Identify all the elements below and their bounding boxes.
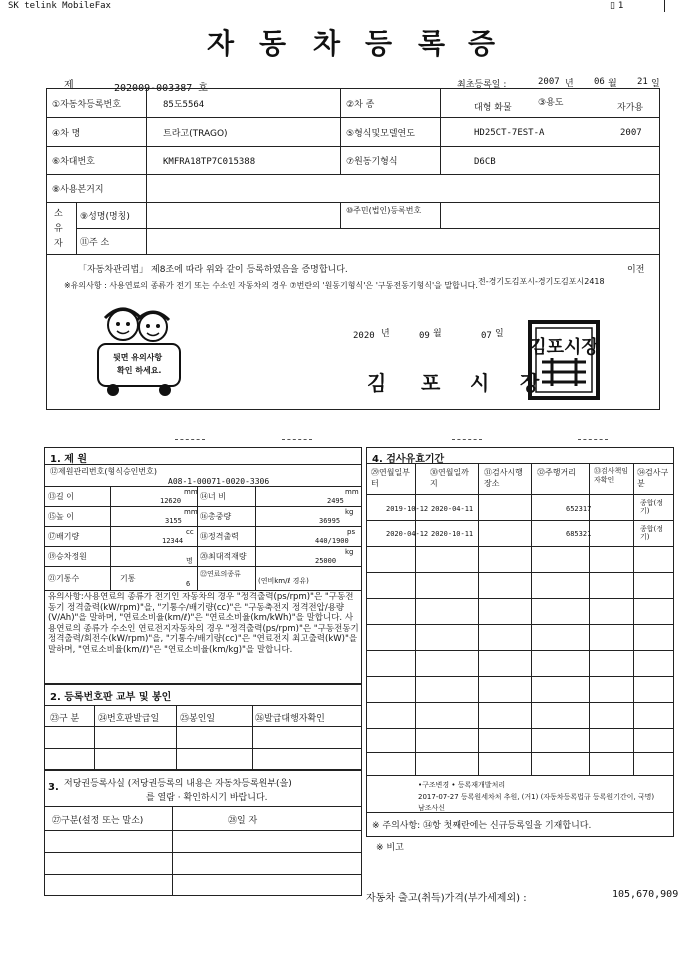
insp-col-mileage: ㉜주행거리	[537, 468, 576, 477]
row-line	[44, 852, 362, 853]
doc-no-label: 제	[64, 80, 74, 91]
displacement-unit: cc	[186, 528, 194, 536]
row-line	[44, 486, 362, 487]
first-reg-month: 06	[594, 77, 605, 87]
col-line	[110, 486, 111, 590]
col-line	[255, 486, 256, 590]
insp-mileage: 685321	[566, 530, 592, 538]
year-unit: 년	[565, 79, 574, 89]
row-line	[366, 676, 674, 677]
authority-char: 포	[421, 371, 441, 395]
gross-weight-value: 36995	[319, 517, 341, 525]
vin-label: ⑥차대번호	[52, 157, 95, 167]
row-line	[366, 812, 674, 813]
use-value: 자가용	[617, 103, 644, 113]
use-label: ③용도	[538, 98, 564, 108]
mascot-caption-2: 확인 하세요.	[117, 366, 162, 375]
seal-icon	[528, 320, 600, 400]
mortgage-header-num: 3.	[48, 782, 59, 793]
separator	[282, 439, 312, 440]
insp-col-from: ㉙연월일부터	[371, 468, 410, 488]
remarks-label: ※ 비고	[376, 843, 404, 853]
cylinders-unit-label: 기통	[120, 574, 136, 583]
page-number: 1	[617, 1, 624, 11]
col-line	[94, 705, 95, 770]
height-value: 3155	[165, 517, 182, 525]
rated-power-unit: ps	[347, 528, 356, 536]
insp-kind: 종합(정기)	[640, 499, 664, 515]
vehicle-type-label: ②차 종	[346, 100, 375, 110]
insp-to: 2020-04-11	[431, 505, 474, 513]
row-line	[46, 202, 660, 203]
row-line	[366, 752, 674, 753]
page-indicator	[610, 1, 624, 11]
col-line	[76, 202, 77, 254]
model-year-label: ⑤형식및모델연도	[346, 129, 415, 139]
price-label: 자동차 출고(취득)가격(부가세제외) :	[366, 893, 527, 904]
insp-mileage: 652317	[566, 505, 592, 513]
owner-group-label: 소유자	[54, 209, 63, 249]
engine-value: D6CB	[474, 157, 496, 167]
height-unit: mm	[184, 508, 198, 516]
month-unit: 월	[608, 79, 617, 89]
row-line	[76, 228, 660, 229]
engine-label: ⑦원동기형식	[346, 157, 398, 167]
cylinders-value: 6	[186, 580, 191, 588]
first-reg-label: 최초등록일 :	[457, 80, 507, 90]
max-load-label: ⑳최대적재량	[200, 552, 247, 561]
mortgage-col-date: ㉘일 자	[228, 816, 258, 826]
row-line	[44, 830, 362, 831]
gross-weight-label: ⑯총중량	[200, 512, 232, 521]
title-char: 록	[418, 27, 446, 60]
fuel-type-label: ㉒연료의종류	[200, 570, 241, 578]
col-line	[172, 806, 173, 896]
row-line	[366, 650, 674, 651]
col-line	[340, 202, 341, 228]
col-line	[252, 705, 253, 770]
authority-char: 김	[367, 371, 387, 395]
row-line	[44, 726, 362, 727]
header-divider	[664, 0, 665, 12]
row-line	[366, 598, 674, 599]
displacement-value: 12344	[162, 537, 184, 545]
issue-year: 2020	[353, 331, 375, 341]
day-unit: 일	[495, 329, 504, 339]
title-char: 자	[207, 27, 235, 60]
title-char: 차	[313, 27, 341, 60]
rated-power-label: ⑱정격출력	[200, 532, 239, 541]
plate-header: 2. 등록번호판 교부 및 봉인	[50, 692, 172, 703]
first-reg-year: 2007	[538, 77, 560, 87]
owner-id-label: ⑩주민(법인)등록번호	[346, 206, 422, 215]
plate-col-date: ㉔번호판발급일	[98, 714, 160, 724]
row-line	[44, 566, 362, 567]
insp-from: 2019-10-12	[386, 505, 429, 513]
row-line	[366, 702, 674, 703]
reg-no-label: ①자동차등록번호	[52, 100, 121, 110]
authority-char: 장	[520, 371, 540, 395]
insp-to: 2020-10-11	[431, 530, 474, 538]
row-line	[44, 464, 362, 465]
vin-value: KMFRA18TP7C015388	[163, 157, 256, 167]
row-line	[44, 874, 362, 875]
approval-no-value: A08-1-00071-0020-3306	[168, 477, 270, 486]
row-line	[366, 494, 674, 495]
row-line	[366, 775, 674, 776]
length-value: 12620	[160, 497, 182, 505]
base-location-label: ⑧사용본거지	[52, 185, 104, 195]
row-line	[44, 806, 362, 807]
title-char: 등	[365, 27, 393, 60]
history-line-2: 2017-07-27 등록원세차처 추원, (거1) (자동차등록법규 등록원기간이, 국명)	[418, 793, 655, 801]
row-line	[46, 174, 660, 175]
col-line	[146, 88, 147, 254]
mortgage-col-kind: ㉗구분(설정 또는 말소)	[52, 816, 144, 826]
mortgage-header-line2: 를 열람 · 확인하시기 바랍니다.	[146, 793, 268, 803]
mascot-icon	[95, 300, 185, 400]
certification-statement: 「자동차관리법」 제8조에 따라 위와 같이 등록하였음을 증명합니다.	[78, 265, 348, 275]
row-line	[366, 463, 674, 464]
issue-month: 09	[419, 331, 430, 341]
day-unit: 일	[651, 79, 660, 89]
owner-name-label: ⑨성명(명칭)	[80, 212, 130, 222]
col-line	[440, 88, 441, 174]
width-label: ⑭너 비	[200, 492, 226, 501]
mascot-caption-1: 뒷면 유의사항	[113, 353, 163, 362]
model-form-value: HD25CT-7EST-A	[474, 128, 545, 138]
row-line	[366, 572, 674, 573]
displacement-label: ⑰배기량	[48, 532, 80, 541]
mortgage-header-line1: 저당권등록사실 (저당권등록의 내용은 자동차등록원부(을)	[64, 779, 292, 789]
seating-unit: 명	[186, 557, 193, 565]
separator	[578, 439, 608, 440]
insp-from: 2020-04-12	[386, 530, 429, 538]
rated-power-value: 440/1900	[315, 537, 349, 545]
certification-right-text: 이전	[627, 265, 645, 275]
col-line	[340, 88, 341, 174]
plate-col-seal: ㉕봉인일	[180, 714, 216, 724]
history-line-3: 남조사신	[418, 804, 446, 812]
insp-kind: 종합(정기)	[640, 525, 664, 541]
row-line	[44, 748, 362, 749]
height-label: ⑮높 이	[48, 512, 74, 521]
width-value: 2495	[327, 497, 344, 505]
row-line	[46, 146, 660, 147]
length-unit: mm	[184, 488, 198, 496]
plate-col-agent: ㉖발급대행자확인	[255, 714, 325, 724]
insp-col-to: ㉚연월일까지	[430, 468, 469, 488]
note-overlay-text: 전-경기도김포시-경기도김포시2418	[478, 277, 605, 286]
page-icon: ▯	[610, 1, 615, 11]
model-label: ④차 명	[52, 129, 81, 139]
vehicle-type-value: 대형 화물	[474, 103, 512, 113]
row-line	[44, 705, 362, 706]
col-line	[440, 202, 441, 228]
col-line	[176, 705, 177, 770]
width-unit: mm	[345, 488, 359, 496]
gross-weight-unit: kg	[345, 508, 354, 516]
insp-col-kind: ㉞검사구분	[637, 468, 669, 488]
owner-address-label: ⑪주 소	[80, 238, 110, 248]
authority-char: 시	[470, 371, 490, 395]
row-line	[366, 546, 674, 547]
fax-app-title: SK telink MobileFax	[8, 1, 111, 11]
cylinders-label: ㉑기통수	[48, 574, 80, 583]
year-unit: 년	[381, 329, 390, 339]
month-unit: 월	[433, 329, 442, 339]
history-line-1: •구조변경 • 등록재개발처리	[418, 781, 506, 789]
insp-col-manager: ㉝검사책임자확인	[594, 467, 629, 484]
row-line	[46, 117, 660, 118]
fuel-efficiency-value: (연비km/ℓ 경유)	[258, 577, 309, 585]
usage-note: ※유의사항 : 사용연료의 종류가 전기 또는 수소인 자동차의 경우 ⑦번란의 '원동기형식'은 '구동전동기형식'을 말합니다.	[64, 281, 478, 290]
model-value: 트라고(TRAGO)	[163, 129, 228, 139]
first-reg-day: 21	[637, 77, 648, 87]
seating-label: ⑲승차정원	[48, 552, 87, 561]
row-line	[366, 624, 674, 625]
max-load-value: 25000	[315, 557, 337, 565]
insp-col-place: ㉛검사시행장소	[484, 468, 523, 488]
row-line	[44, 546, 362, 547]
max-load-unit: kg	[345, 548, 354, 556]
row-line	[44, 590, 362, 591]
model-year-value: 2007	[620, 128, 642, 138]
length-label: ⑬길 이	[48, 492, 74, 501]
seal-text: 김포시장	[529, 337, 599, 358]
row-line	[44, 506, 362, 507]
row-line	[366, 520, 674, 521]
separator	[175, 439, 205, 440]
separator	[452, 439, 482, 440]
inspection-header: 4. 검사유효기간	[372, 454, 445, 465]
row-line	[366, 728, 674, 729]
reg-no-value: 85도5564	[163, 100, 205, 110]
col-line	[197, 486, 198, 590]
approval-no-label: ⑫제원관리번호(형식승인번호)	[50, 467, 157, 476]
issue-day: 07	[481, 331, 492, 341]
plate-col-kind: ㉓구 분	[50, 714, 80, 724]
title-char: 증	[468, 27, 496, 60]
price-value: 105,670,909	[612, 889, 679, 900]
row-line	[46, 254, 660, 255]
spec-header: 1. 제 원	[50, 454, 88, 465]
inspection-warning: ※ 주의사항: ㉞항 첫째란에는 신규등록일을 기재합니다.	[372, 821, 592, 831]
doc-no-value: 202009-003387 호	[114, 83, 208, 94]
fuel-note: 유의사항:사용연료의 종류가 전기인 자동차의 경우 "정격출력(ps/rpm)"은 "구동전동기 정격출력(kW/rpm)"을, "기통수/배기량(cc)"은 "구동축전지 정격전압/용량(V/Ah)"을 말하며, "연료소비율(km/ℓ)"은 "연료소비율(km/kWh)"을 말합니다. 사용연료의 종류가 수소인 연료전지자동차의 경우 "정격출력(ps/rpm)"은 "구동전동기 정격출력/회전수(kW/rpm)"을, "기통수/배기량(cc)"은 "연료전지 최고출력(kW)"을 말하며, "연료소비율(km/ℓ)"은 "연료소비율(km/kg)"을 말합니다.	[48, 592, 359, 655]
row-line	[366, 836, 674, 837]
row-line	[44, 526, 362, 527]
title-char: 동	[259, 27, 287, 60]
